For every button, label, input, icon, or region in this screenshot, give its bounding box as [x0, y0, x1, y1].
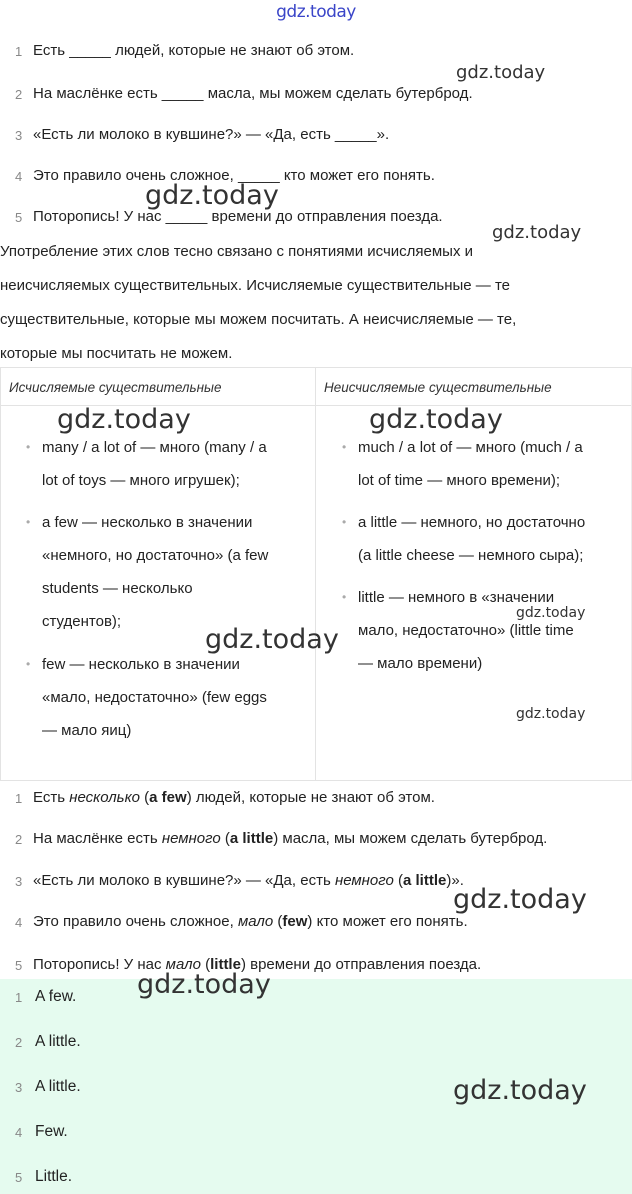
column-divider [315, 368, 316, 780]
header-countable: Исчисляемые существительные [9, 380, 222, 395]
list-item-line: lot of time — много времени); [358, 472, 561, 489]
item-text: Поторопись! У нас мало (little) времени до отправления поезда. [33, 956, 482, 973]
answer-text: A few. [35, 988, 77, 1005]
answer-text: A little. [35, 1033, 81, 1050]
watermark: gdz.today [205, 624, 339, 655]
list-item-line: much / a lot of — много (much / a [358, 439, 583, 456]
item-number: 3 [15, 874, 23, 889]
item-number: 4 [15, 1125, 23, 1140]
item-number: 4 [15, 169, 23, 184]
paragraph-line: Употребление этих слов тесно связано с понятиями исчисляемых и [0, 243, 474, 260]
bullet-icon: • [26, 657, 31, 671]
item-number: 2 [15, 1035, 23, 1050]
list-item-line: little — немного в «значении [358, 589, 555, 606]
watermark: gdz.today [57, 404, 191, 435]
list-item-line: «мало, недостаточно» (few eggs [42, 689, 267, 706]
bullet-icon: • [26, 515, 31, 529]
item-text: На маслёнке есть немного (a little) масла, мы можем сделать бутерброд. [33, 830, 548, 847]
item-number: 1 [15, 791, 23, 806]
list-item-line: a little — немного, но достаточно [358, 514, 586, 531]
watermark: gdz.today [492, 222, 582, 243]
item-number: 5 [15, 1170, 23, 1185]
header-uncountable: Неисчисляемые существительные [324, 380, 552, 395]
watermark: gdz.today [453, 1075, 587, 1106]
watermark: gdz.today [145, 180, 279, 211]
item-text: «Есть ли молоко в кувшине?» — «Да, есть _____». [33, 126, 390, 143]
item-text: Есть _____ людей, которые не знают об этом. [33, 42, 355, 59]
watermark: gdz.today [456, 62, 546, 83]
item-number: 5 [15, 958, 23, 973]
bullet-icon: • [26, 440, 31, 454]
list-item-line: a few — несколько в значении [42, 514, 253, 531]
list-item [342, 431, 583, 497]
paragraph-line: существительные, которые мы можем посчитать. А неисчисляемые — те, [0, 311, 517, 328]
list-item [26, 648, 267, 747]
watermark: gdz.today [137, 969, 271, 1000]
bullet-icon: • [342, 590, 347, 604]
item-number: 1 [15, 990, 23, 1005]
item-text: Это правило очень сложное, _____ кто может его понять. [33, 167, 435, 184]
list-item-line: — мало яиц) [42, 722, 132, 739]
answer-text: Few. [35, 1123, 68, 1140]
item-number: 5 [15, 210, 23, 225]
list-item [342, 581, 574, 680]
answer-text: A little. [35, 1078, 81, 1095]
answer-text: Little. [35, 1168, 73, 1185]
list-item-line: many / a lot of — много (many / a [42, 439, 267, 456]
item-number: 4 [15, 915, 23, 930]
item-number: 2 [15, 87, 23, 102]
item-text: Это правило очень сложное, мало (few) кто может его понять. [33, 913, 468, 930]
list-item [342, 506, 586, 572]
item-number: 3 [15, 128, 23, 143]
list-item-line: few — несколько в значении [42, 656, 240, 673]
item-number: 2 [15, 832, 23, 847]
list-item-line: lot of toys — много игрушек); [42, 472, 240, 489]
watermark: gdz.today [453, 884, 587, 915]
list-item-line: (a little cheese — немного сыра); [358, 547, 584, 564]
watermark: gdz.today [369, 404, 503, 435]
explanation-paragraph [0, 235, 632, 371]
list-item-line: — мало времени) [358, 655, 483, 672]
item-text: На маслёнке есть _____ масла, мы можем сделать бутерброд. [33, 85, 473, 102]
list-item-line: студентов); [42, 613, 122, 630]
item-text: «Есть ли молоко в кувшине?» — «Да, есть немного (a little)». [33, 872, 464, 889]
item-text: Поторопись! У нас _____ времени до отправления поезда. [33, 208, 443, 225]
item-text: Есть несколько (a few) людей, которые не знают об этом. [33, 789, 435, 806]
item-number: 1 [15, 44, 23, 59]
paragraph-line: неисчисляемых существительных. Исчисляемые существительные — те [0, 277, 511, 294]
watermark: gdz.today [516, 605, 586, 621]
bullet-icon: • [342, 515, 347, 529]
list-item-line: «немного, но достаточно» (a few [42, 547, 269, 564]
site-logo[interactable]: gdz.today [276, 2, 356, 22]
list-item [26, 431, 267, 497]
list-item [26, 506, 269, 638]
list-item-line: мало, недостаточно» (little time [358, 622, 574, 639]
item-number: 3 [15, 1080, 23, 1095]
bullet-icon: • [342, 440, 347, 454]
paragraph-line: которые мы посчитать не можем. [0, 345, 233, 362]
watermark: gdz.today [516, 706, 586, 722]
list-item-line: students — несколько [42, 580, 193, 597]
